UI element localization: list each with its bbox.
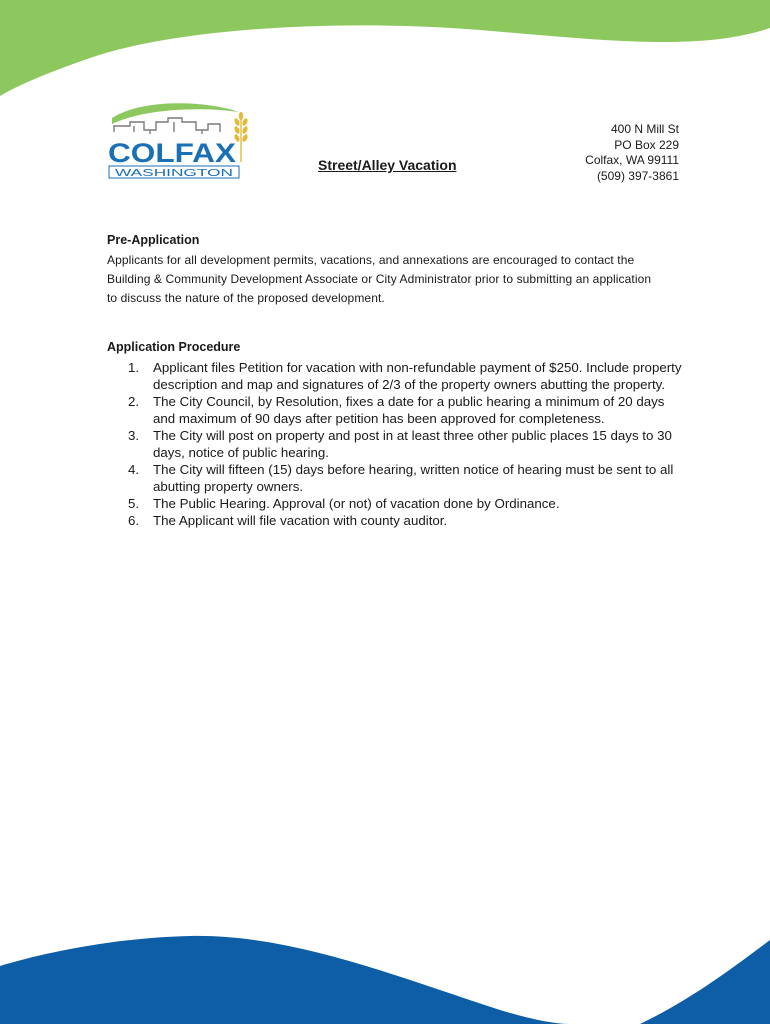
step-text: The Public Hearing. Approval (or not) of vacation done by Ordinance. — [153, 496, 560, 511]
step-text: The City will post on property and post in at least three other public places 15 days to 30 days, notice of public hearing. — [153, 428, 672, 460]
document-title: Street/Alley Vacation — [318, 157, 457, 173]
step-text: The Applicant will file vacation with county auditor. — [153, 513, 448, 528]
step-text: The City will fifteen (15) days before hearing, written notice of hearing must be sent to all abutting property owners. — [153, 462, 674, 494]
address-city: Colfax, WA 99111 — [585, 153, 679, 167]
address-po-box: PO Box 229 — [614, 137, 679, 152]
step-text: Applicant files Petition for vacation with non-refundable payment of $250. Include property description and map and signatures of 2/3 of the property owners abutting the property. — [153, 360, 682, 392]
step-number: 1. — [128, 360, 140, 375]
procedure-step — [125, 512, 685, 529]
procedure-step — [125, 359, 685, 393]
bottom-wave-decoration — [0, 930, 770, 1024]
application-procedure-heading: Application Procedure — [107, 340, 241, 354]
pre-application-line: Applicants for all development permits, vacations, and annexations are encouraged to contact the — [107, 253, 635, 267]
procedure-steps-list — [125, 359, 685, 529]
pre-application-text — [107, 251, 687, 308]
step-text: The City Council, by Resolution, fixes a date for a public hearing a minimum of 20 days and maximum of 90 days after petition has been approved for completeness. — [153, 394, 665, 426]
address-block — [585, 122, 679, 184]
step-number: 6. — [128, 513, 140, 528]
pre-application-line: to discuss the nature of the proposed development. — [107, 291, 385, 305]
pre-application-line: Building & Community Development Associate or City Administrator prior to submitting an application — [107, 272, 652, 286]
procedure-step — [125, 461, 685, 495]
step-number: 3. — [128, 428, 140, 443]
pre-application-heading: Pre-Application — [107, 233, 200, 247]
procedure-step — [125, 495, 685, 512]
logo-subtitle: WASHINGTON — [115, 168, 233, 179]
procedure-step — [125, 427, 685, 461]
step-number: 2. — [128, 394, 140, 409]
address-phone: (509) 397-3861 — [596, 168, 679, 183]
step-number: 4. — [128, 462, 140, 477]
procedure-step — [125, 393, 685, 427]
address-street: 400 N Mill St — [610, 122, 679, 136]
logo-name: COLFAX — [108, 138, 236, 168]
colfax-logo — [104, 100, 250, 184]
step-number: 5. — [128, 496, 140, 511]
top-wave-decoration — [0, 0, 770, 100]
